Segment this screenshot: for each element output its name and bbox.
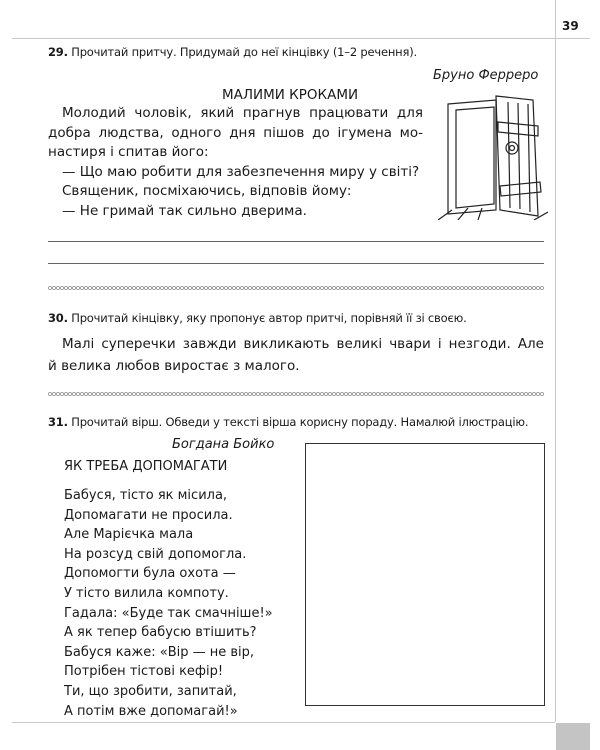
poem-line[interactable]: Гадала: «Буде так смачніше!» (64, 605, 273, 621)
answer-line[interactable] (48, 241, 544, 242)
task-number: 31. (48, 415, 68, 429)
header-rule (12, 38, 590, 39)
instruction-text: Прочитай притчу. Придумай до неї кінцівку (1–2 речення). (71, 45, 417, 59)
text-line: Молодий чоловік, який прагнув працювати для (62, 105, 423, 121)
task-29-author: Бруно Ферреро (433, 68, 539, 83)
poem-line[interactable]: У тісто вилила компоту. (64, 585, 229, 601)
poem-line[interactable]: Допомагати не просила. (64, 507, 233, 523)
poem-title: ЯК ТРЕБА ДОПОМАГАТИ (64, 459, 228, 474)
poem-text (64, 486, 273, 721)
poem-line[interactable]: А як тепер бабусю втішить? (64, 625, 257, 641)
page-corner-tab (556, 723, 590, 750)
poem-line[interactable]: Але Марієчка мала (64, 527, 194, 543)
task-31-instruction (48, 415, 528, 429)
illustration-drawing-box[interactable] (305, 443, 545, 706)
text-line: — Не гримай так сильно дверима. (62, 202, 307, 219)
poem-line[interactable]: Бабуся каже: «Вір — не вір, (64, 644, 255, 660)
instruction-text: Прочитай кінцівку, яку пропонує автор притчі, порівняй її зі своєю. (71, 311, 467, 325)
text-line: Малі суперечки завжди викликають великі чвари і незгоди. Але (62, 336, 544, 352)
poem-line[interactable]: На розсуд свій допомогла. (64, 546, 247, 562)
text-line: настиря і спитав його: (48, 144, 209, 160)
task-number: 30. (48, 311, 68, 325)
poem-author: Богдана Бойко (172, 437, 275, 452)
task-30-instruction (48, 311, 467, 325)
text-line: добра людства, одного дня пішов до ігумена мо- (48, 124, 423, 141)
text-line: — Що маю робити для забезпечення миру у світі? (62, 163, 420, 180)
poem-line[interactable]: Ти, що зробити, запитай, (64, 683, 237, 699)
footer-rule (12, 722, 555, 723)
text-line: Священик, посміхаючись, відповів йому: (62, 183, 352, 199)
page-margin-line (555, 0, 556, 722)
parable-text (48, 104, 423, 221)
answer-line[interactable] (48, 263, 544, 264)
task-29-instruction (48, 45, 417, 59)
ornamental-divider (48, 285, 544, 291)
page-number: 39 (562, 19, 579, 33)
task-number: 29. (48, 45, 68, 59)
poem-line[interactable]: А потім вже допомагай!» (64, 703, 238, 719)
parable-title: МАЛИМИ КРОКАМИ (222, 87, 359, 103)
author-ending-text (48, 333, 544, 377)
door-illustration (438, 92, 548, 220)
text-line: й велика любов виростає з малого. (48, 358, 300, 374)
poem-line[interactable]: Бабуся, тісто як місила, (64, 488, 228, 503)
ornamental-divider (48, 391, 544, 397)
poem-line[interactable]: Допомогти була охота — (64, 566, 236, 582)
poem-line[interactable]: Потрібен тістові кефір! (64, 664, 224, 680)
instruction-text: Прочитай вірш. Обведи у тексті вірша корисну пораду. Намалюй ілюстрацію. (71, 415, 529, 429)
